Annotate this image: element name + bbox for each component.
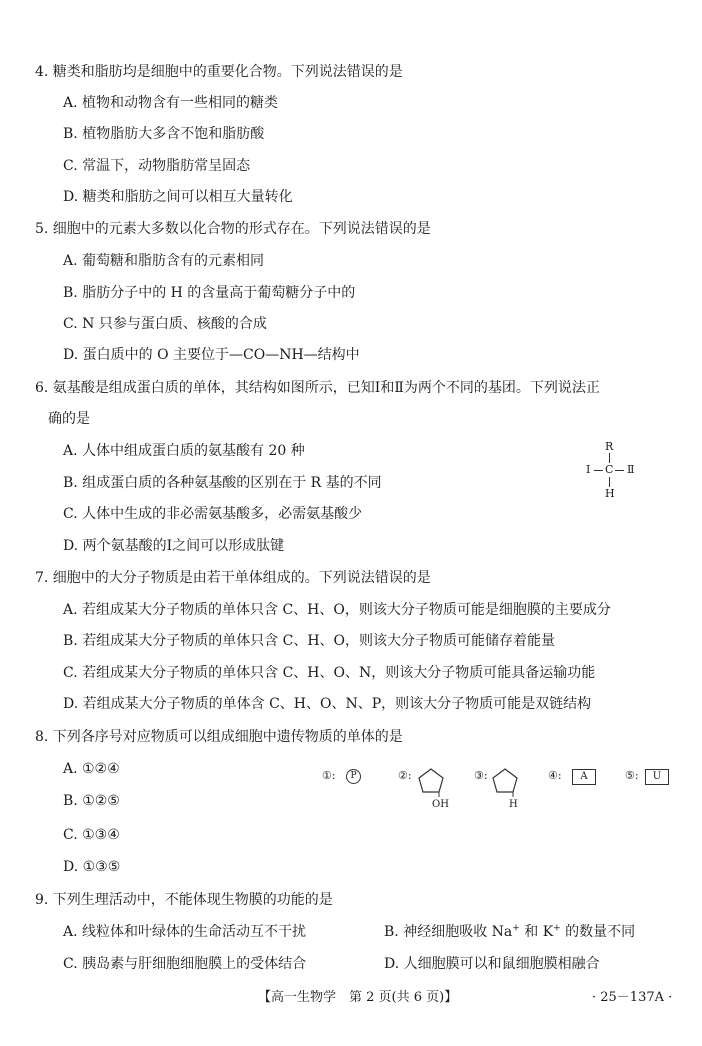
- q4-option-a: A. 植物和动物含有一些相同的糖类: [63, 95, 279, 111]
- q5-option-b: B. 脂肪分子中的 H 的含量高于葡萄糖分子中的: [63, 285, 356, 301]
- structure-r-label: R: [605, 440, 614, 453]
- q9-option-a: A. 线粒体和叶绿体的生命活动互不干扰: [63, 924, 307, 940]
- q4-stem: 4. 糖类和脂肪均是细胞中的重要化合物。下列说法错误的是: [35, 64, 403, 80]
- page-code: · 25－137A ·: [592, 990, 673, 1005]
- q8-figure-1: ①: P: [322, 767, 362, 817]
- q7-option-a: A. 若组成某大分子物质的单体只含 C、H、O，则该大分子物质可能是细胞膜的主要成分: [63, 602, 611, 618]
- q7-stem: 7. 细胞中的大分子物质是由若干单体组成的。下列说法错误的是: [35, 570, 431, 586]
- q6-stem-line1: 6. 氨基酸是组成蛋白质的单体，其结构如图所示，已知Ⅰ和Ⅱ为两个不同的基团。下列说法正: [35, 380, 600, 396]
- amino-acid-structure: [578, 440, 648, 502]
- q4-option-b: B. 植物脂肪大多含不饱和脂肪酸: [63, 126, 265, 142]
- q8-figure-2: ②: OH: [398, 769, 449, 810]
- q5-stem: 5. 细胞中的元素大多数以化合物的形式存在。下列说法错误的是: [35, 221, 431, 237]
- q6-option-d: D. 两个氨基酸的Ⅰ之间可以形成肽键: [63, 538, 285, 554]
- q6-option-c: C. 人体中生成的非必需氨基酸多，必需氨基酸少: [63, 506, 363, 522]
- q9-option-d: D. 人细胞膜可以和鼠细胞膜相融合: [384, 956, 600, 972]
- ribose-pentagon-icon: [416, 767, 446, 799]
- base-a-box: A: [572, 769, 596, 785]
- q8-figure-3: ③: H: [474, 767, 534, 817]
- q9-option-b: B. 神经细胞吸收 Na+ 和 K+ 的数量不同: [384, 923, 636, 940]
- structure-h-label: H: [605, 487, 615, 500]
- q7-option-b: B. 若组成某大分子物质的单体只含 C、H、O，则该大分子物质可能储存着能量: [63, 633, 556, 649]
- base-u-box: U: [645, 769, 669, 785]
- q7-option-c: C. 若组成某大分子物质的单体只含 C、H、O、N，则该大分子物质可能具备运输功能: [63, 665, 596, 681]
- q8-option-d: D. ①③⑤: [63, 859, 121, 875]
- phosphate-circle: P: [346, 769, 361, 784]
- structure-group-ii-label: Ⅱ: [627, 463, 635, 476]
- deoxyribose-pentagon-icon: [490, 767, 520, 799]
- q5-option-d: D. 蛋白质中的 O 主要位于—CO—NH—结构中: [63, 347, 360, 363]
- q9-option-c: C. 胰岛素与肝细胞细胞膜上的受体结合: [63, 956, 307, 972]
- q6-option-a: A. 人体中组成蛋白质的氨基酸有 20 种: [63, 443, 305, 459]
- q8-figure-4: ④: A: [548, 767, 598, 817]
- q6-option-b: B. 组成蛋白质的各种氨基酸的区别在于 R 基的不同: [63, 475, 382, 491]
- q6-stem-line2: 确的是: [48, 411, 90, 427]
- q4-option-d: D. 糖类和脂肪之间可以相互大量转化: [63, 189, 293, 205]
- h-label: H: [509, 799, 518, 810]
- q5-option-c: C. N 只参与蛋白质、核酸的合成: [63, 316, 267, 332]
- structure-carbon-label: C: [605, 463, 614, 476]
- q5-option-a: A. 葡萄糖和脂肪含有的元素相同: [63, 253, 265, 269]
- oh-label: OH: [432, 799, 449, 810]
- q8-stem: 8. 下列各序号对应物质可以组成细胞中遗传物质的单体的是: [35, 729, 403, 745]
- q8-option-a: A. ①②④: [63, 761, 120, 777]
- page-footer-label: 【高一生物学 第 2 页(共 6 页)】: [258, 990, 458, 1005]
- q7-option-d: D. 若组成某大分子物质的单体含 C、H、O、N、P，则该大分子物质可能是双链结构: [63, 696, 592, 712]
- q8-figure-5: ⑤: U: [625, 767, 675, 817]
- q8-option-c: C. ①③④: [63, 827, 120, 843]
- structure-group-i-label: Ⅰ: [586, 463, 591, 476]
- q4-option-c: C. 常温下，动物脂肪常呈固态: [63, 158, 251, 174]
- q8-option-b: B. ①②⑤: [63, 793, 120, 809]
- q9-stem: 9. 下列生理活动中，不能体现生物膜的功能的是: [35, 892, 333, 908]
